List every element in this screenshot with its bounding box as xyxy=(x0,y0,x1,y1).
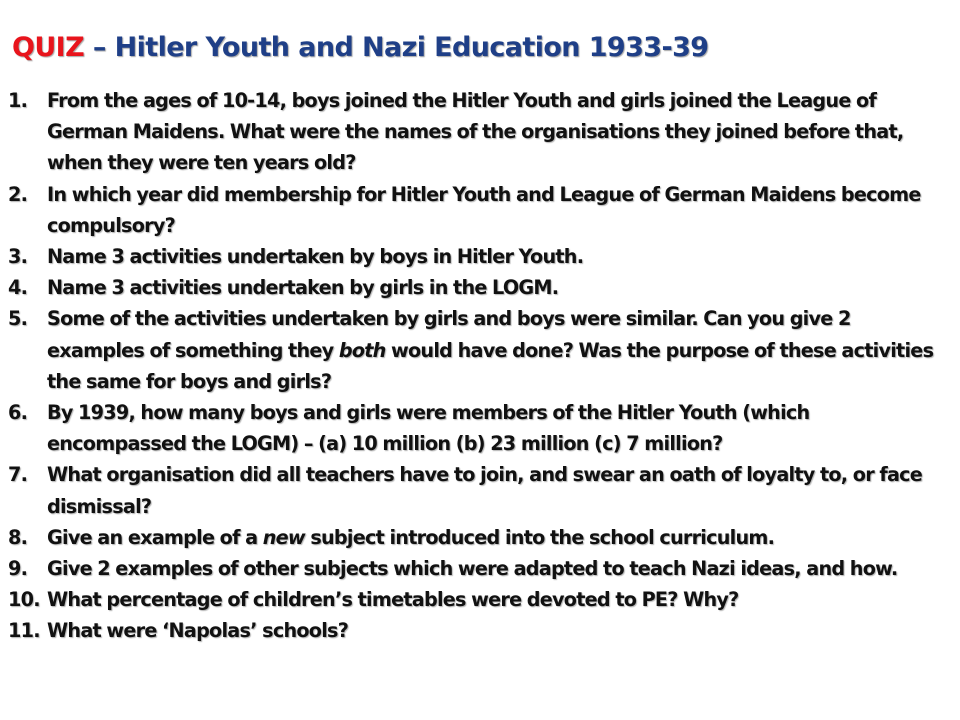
question-item xyxy=(0,584,958,615)
question-text-segment: would have done? Was the purpose of these activities the same for boys and girls? xyxy=(47,338,934,393)
question-text-segment: both xyxy=(338,338,386,362)
question-text-segment: 2 xyxy=(837,307,851,331)
question-number: 4. xyxy=(8,276,28,300)
question-text xyxy=(47,619,348,642)
question-number: 10. xyxy=(8,588,40,612)
question-text-segment: subject introduced into the school curriculum. xyxy=(304,525,775,549)
question-text xyxy=(47,401,809,455)
question-text xyxy=(47,245,583,268)
question-text-segment: Name 3 activities undertaken by girls in the LOGM. xyxy=(47,276,559,300)
question-text-segment: Name 3 activities undertaken by boys in Hitler Youth. xyxy=(47,245,584,269)
question-item xyxy=(0,85,958,179)
question-text xyxy=(47,183,921,237)
question-item xyxy=(0,522,958,553)
question-number: 5. xyxy=(8,307,28,331)
question-number: 6. xyxy=(8,401,28,425)
question-item xyxy=(0,615,958,646)
question-text xyxy=(47,588,739,611)
question-number: 8. xyxy=(8,525,28,549)
question-text xyxy=(47,89,903,174)
question-text-segment: Some of the activities undertaken by girls and boys were similar. Can you give xyxy=(47,307,838,331)
question-item xyxy=(0,303,958,397)
question-text-segment: In which year did membership for Hitler Youth and League of German Maidens become compulsory? xyxy=(47,182,921,237)
question-item xyxy=(0,553,958,584)
question-item xyxy=(0,459,958,521)
question-text xyxy=(47,463,922,517)
question-number: 7. xyxy=(8,463,28,487)
question-item xyxy=(0,397,958,459)
question-item xyxy=(0,241,958,272)
question-number: 2. xyxy=(8,182,28,206)
question-text-segment: What percentage of children’s timetables were devoted to PE? Why? xyxy=(47,588,739,612)
question-text-segment: What organisation did all teachers have to join, and swear an oath of loyalty to, or face dismissal? xyxy=(47,463,923,518)
question-text-segment: new xyxy=(262,525,305,549)
question-number: 11. xyxy=(8,619,40,643)
question-text xyxy=(47,307,933,392)
question-text-segment: examples of something they xyxy=(47,338,339,362)
question-text-segment: By 1939, how many boys and girls were members of the Hitler Youth (which encompassed the LOGM) – (a) 10 million (b) 23 million (c) 7 million? xyxy=(47,401,810,456)
question-text xyxy=(47,276,558,299)
question-text-segment: From the ages of 10-14, boys joined the Hitler Youth and girls joined the League of German Maidens. What were the names of the organisations they joined before that, when they were ten years old? xyxy=(47,89,904,175)
question-list xyxy=(0,85,958,647)
slide-title xyxy=(12,30,708,66)
question-item xyxy=(0,179,958,241)
question-text-segment: Give 2 examples of other subjects which were adapted to teach Nazi ideas, and how. xyxy=(47,557,898,581)
question-text xyxy=(47,557,897,580)
question-item xyxy=(0,272,958,303)
question-text xyxy=(47,526,774,549)
question-text-segment: What were ‘Napolas’ schools? xyxy=(47,619,349,643)
question-text-segment: Give an example of a xyxy=(47,525,263,549)
title-quiz-label: QUIZ xyxy=(12,32,85,63)
question-number: 3. xyxy=(8,245,28,269)
question-number: 9. xyxy=(8,557,28,581)
title-text: – Hitler Youth and Nazi Education 1933-39 xyxy=(84,32,709,63)
question-number: 1. xyxy=(8,89,28,112)
